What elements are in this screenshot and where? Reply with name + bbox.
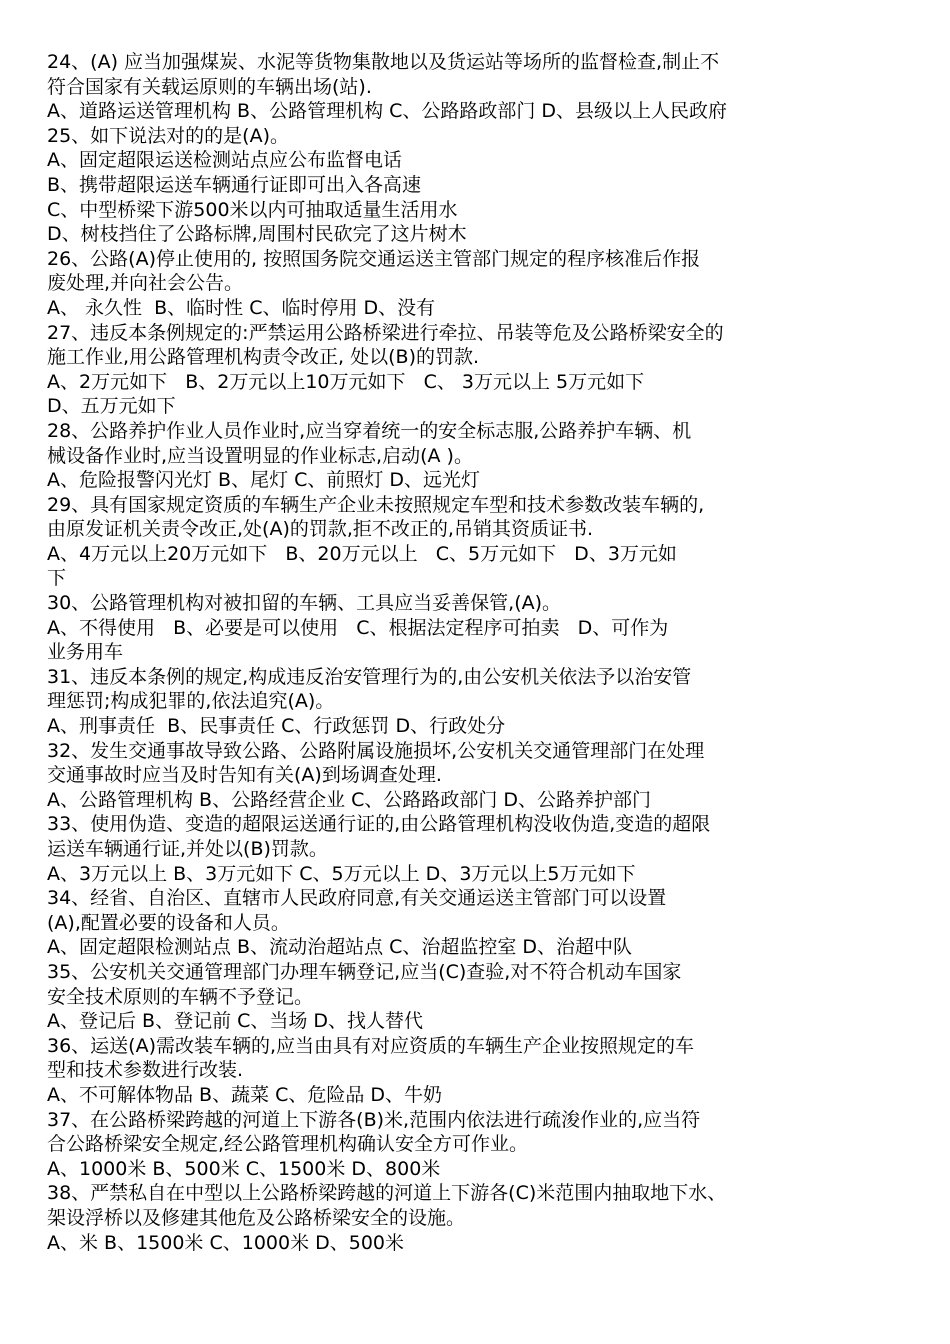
text-line: 架设浮桥以及修建其他危及公路桥梁安全的设施。 [47,1206,466,1229]
text-line: 理惩罚;构成犯罪的,依法追究(A)。 [47,690,335,713]
text-line: A、不可解体物品 B、蔬菜 C、危险品 D、牛奶 [47,1083,443,1106]
text-line: D、树枝挡住了公路标牌,周围村民砍完了这片树木 [47,223,467,246]
text-line: 37、在公路桥梁跨越的河道上下游各(B)米,范围内依法进行疏浚作业的,应当符 [47,1108,701,1131]
text-line: (A),配置必要的设备和人员。 [47,911,290,934]
text-line: 由原发证机关责令改正,处(A)的罚款,拒不改正的,吊销其资质证书. [47,518,593,541]
text-line: 30、公路管理机构对被扣留的车辆、工具应当妥善保管,(A)。 [47,592,562,615]
text-line: A、刑事责任 B、民事责任 C、行政惩罚 D、行政处分 [47,715,506,738]
text-line: 业务用车 [47,641,124,664]
text-line: 安全技术原则的车辆不予登记。 [47,985,314,1008]
text-line: A、4万元以上20万元如下 B、20万元以上 C、5万元如下 D、3万元如 [47,542,677,565]
text-line: A、不得使用 B、必要是可以使用 C、根据法定程序可拍卖 D、可作为 [47,616,669,639]
text-line: 25、如下说法对的的是(A)。 [47,124,290,147]
document-body [47,50,907,1255]
text-line: 32、发生交通事故导致公路、公路附属设施损坏,公安机关交通管理部门在处理 [47,739,705,762]
text-line: C、中型桥梁下游500米以内可抽取适量生活用水 [47,198,458,221]
text-line: 废处理,并向社会公告。 [47,272,244,295]
text-line: 24、(A) 应当加强煤炭、水泥等货物集散地以及货运站等场所的监督检查,制止不 [47,51,720,73]
text-line: A、道路运送管理机构 B、公路管理机构 C、公路路政部门 D、县级以上人民政府 [47,100,728,123]
text-line: 运送车辆通行证,并处以(B)罚款。 [47,838,328,860]
text-line: 27、违反本条例规定的:严禁运用公路桥梁进行牵拉、吊装等危及公路桥梁安全的 [47,321,724,344]
text-line: 合公路桥梁安全规定,经公路管理机构确认安全方可作业。 [47,1133,529,1156]
text-line: A、固定超限检测站点 B、流动治超站点 C、治超监控室 D、治超中队 [47,936,633,959]
text-line: 械设备作业时,应当设置明显的作业标志,启动(A )。 [47,444,473,467]
text-line: A、公路管理机构 B、公路经营企业 C、公路路政部门 D、公路养护部门 [47,788,652,811]
text-line: A、1000米 B、500米 C、1500米 D、800米 [47,1157,441,1180]
text-line: B、携带超限运送车辆通行证即可出入各高速 [47,173,422,196]
text-line: A、 永久性 B、临时性 C、临时停用 D、没有 [47,296,436,319]
text-line: 28、公路养护作业人员作业时,应当穿着统一的安全标志服,公路养护车辆、机 [47,419,692,442]
text-line: A、登记后 B、登记前 C、当场 D、找人替代 [47,1010,424,1033]
text-line: 34、经省、自治区、直辖市人民政府同意,有关交通运送主管部门可以设置 [47,887,667,910]
text-line: 29、具有国家规定资质的车辆生产企业未按照规定车型和技术参数改装车辆的, [47,493,705,516]
text-line: 下 [47,567,67,590]
text-line: A、固定超限运送检测站点应公布监督电话 [47,149,402,172]
text-line: A、3万元以上 B、3万元如下 C、5万元以上 D、3万元以上5万元如下 [47,862,636,885]
text-line: A、危险报警闪光灯 B、尾灯 C、前照灯 D、远光灯 [47,469,481,492]
text-line: 38、严禁私自在中型以上公路桥梁跨越的河道上下游各(C)米范围内抽取地下水、 [47,1182,727,1205]
text-line: D、五万元如下 [47,395,176,418]
text-line: 33、使用伪造、变造的超限运送通行证的,由公路管理机构没收伪造,变造的超限 [47,813,711,836]
text-line: 型和技术参数进行改装. [47,1059,244,1082]
text-line: A、米 B、1500米 C、1000米 D、500米 [47,1231,405,1254]
text-line: 35、公安机关交通管理部门办理车辆登记,应当(C)查验,对不符合机动车国家 [47,960,682,983]
text-line: 施工作业,用公路管理机构责令改正, 处以(B)的罚款. [47,346,480,369]
text-line: 31、违反本条例的规定,构成违反治安管理行为的,由公安机关依法予以治安管 [47,665,692,688]
text-line: 36、运送(A)需改装车辆的,应当由具有对应资质的车辆生产企业按照规定的车 [47,1034,695,1057]
text-line: A、2万元如下 B、2万元以上10万元如下 C、 3万元以上 5万元如下 [47,370,645,393]
text-line: 交通事故时应当及时告知有关(A)到场调查处理. [47,764,442,787]
text-line: 符合国家有关载运原则的车辆出场(站). [47,75,372,98]
text-line: 26、公路(A)停止使用的, 按照国务院交通运送主管部门规定的程序核准后作报 [47,247,701,270]
